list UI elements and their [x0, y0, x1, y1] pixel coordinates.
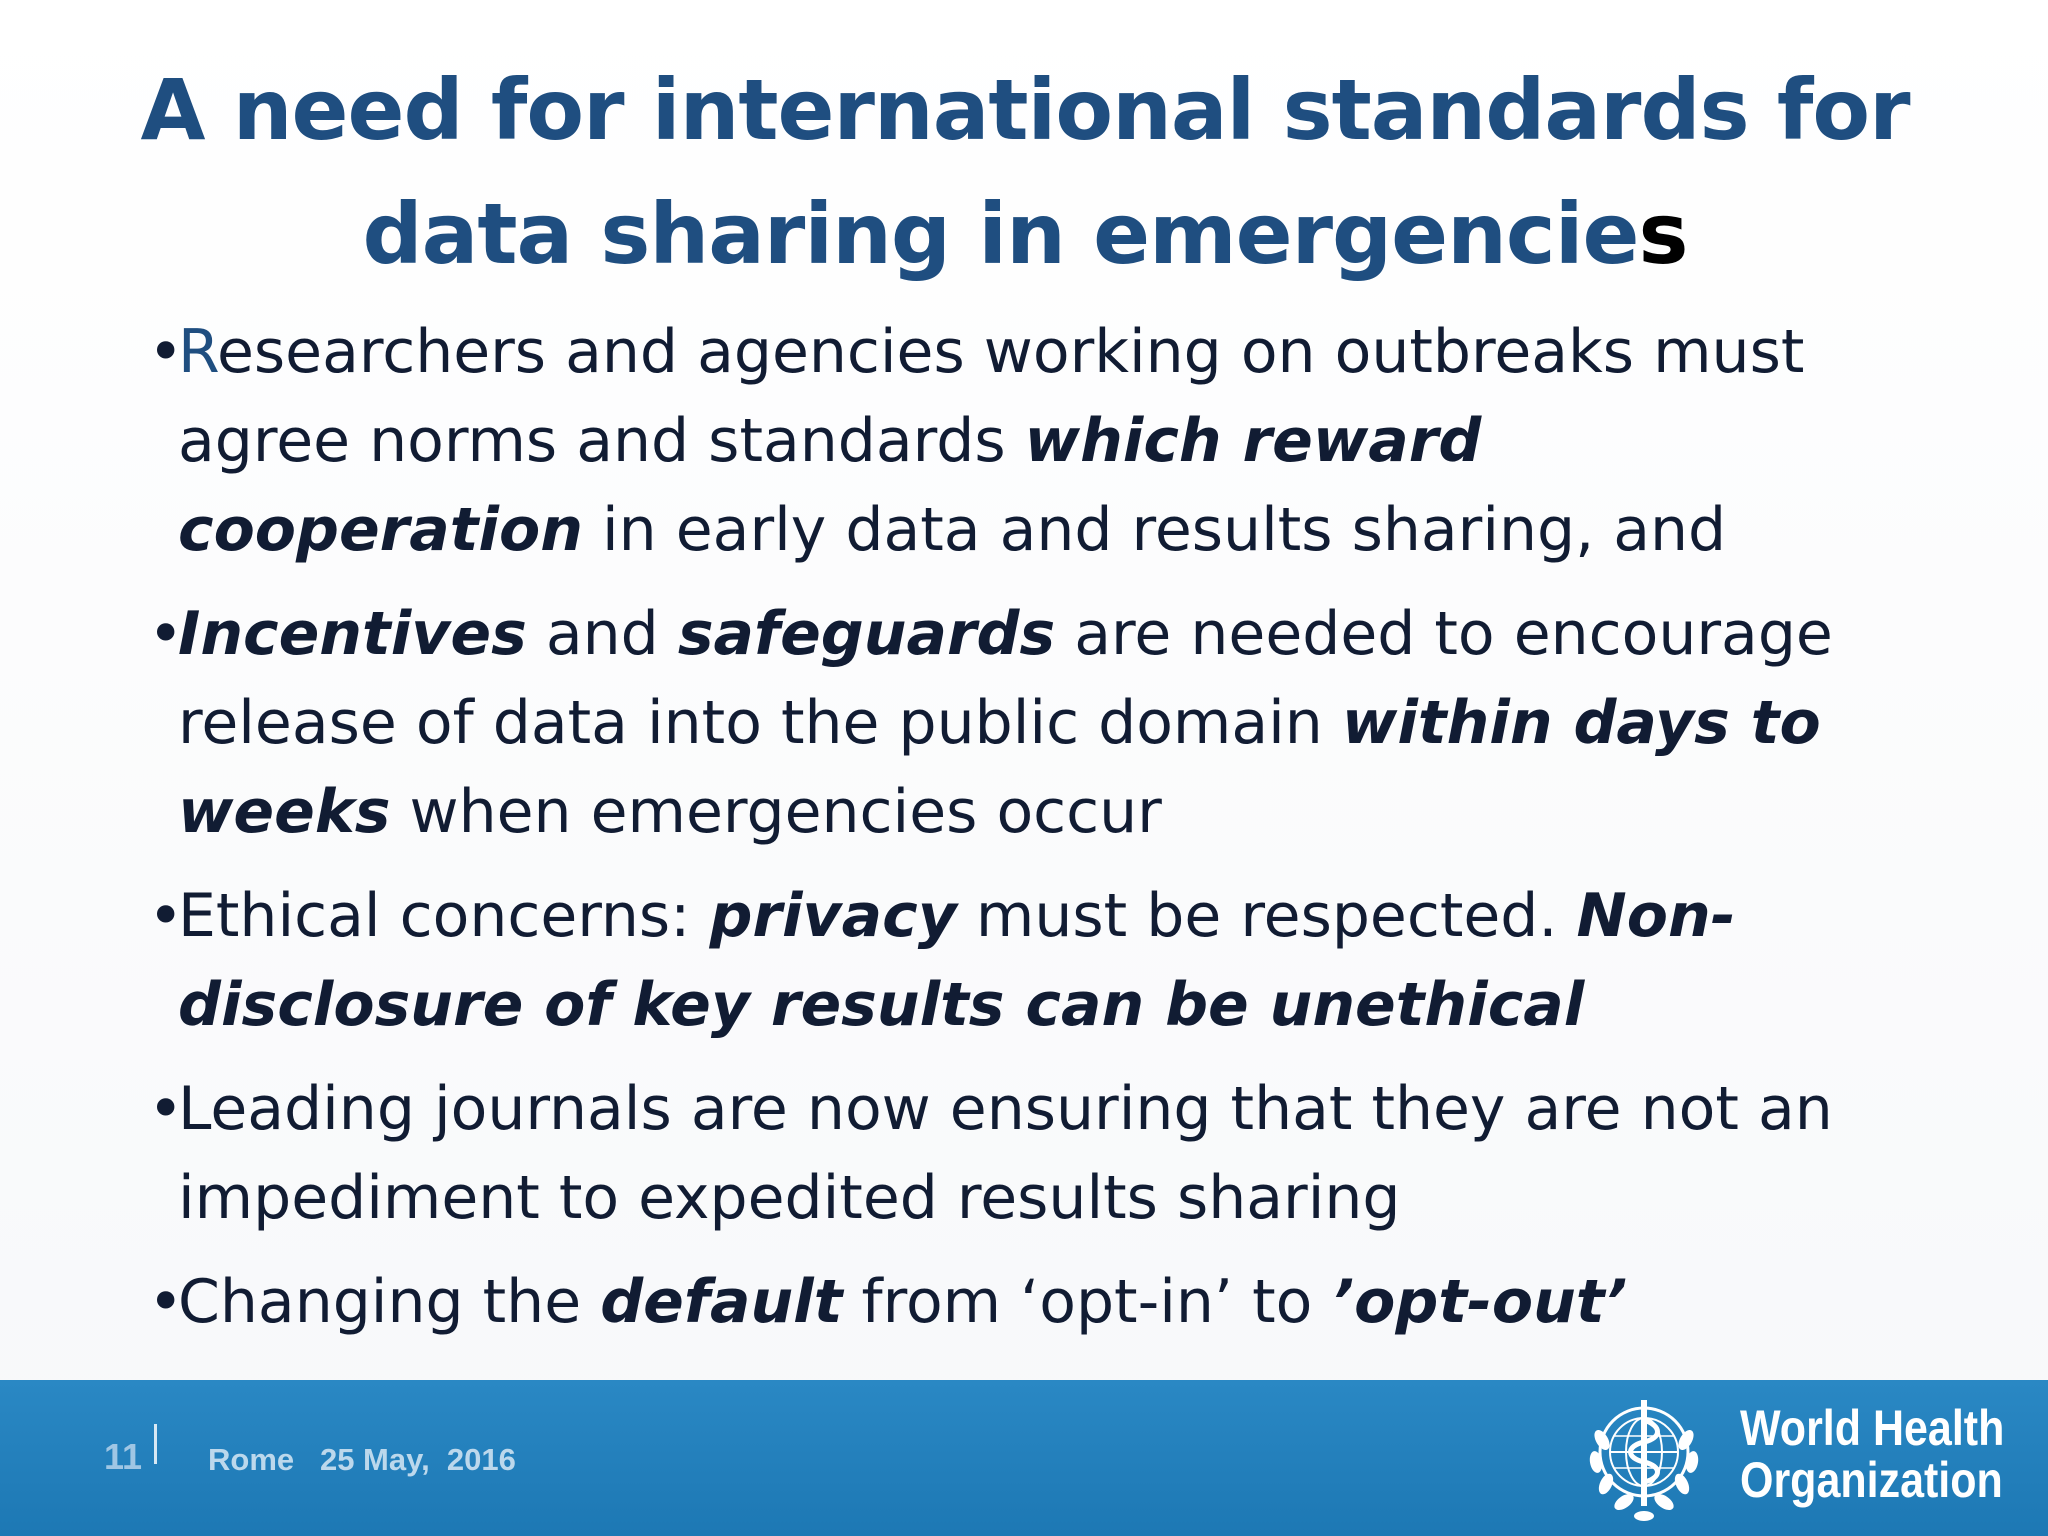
- page-number-divider: [154, 1424, 157, 1464]
- bullet-text: Ethical concerns:: [178, 881, 710, 951]
- bullet-emphasis: default: [600, 1267, 843, 1337]
- bullet-emphasis: which reward cooperation: [178, 406, 1482, 565]
- bullet-text: esearchers and agencies working on outbreaks must agree norms and standards: [178, 317, 1805, 476]
- footer-band: [0, 1380, 2048, 1536]
- slide-title: [60, 48, 1990, 296]
- bullet-text: are needed to encourage release of data into the public domain: [178, 599, 1833, 758]
- bullet-emphasis: Incentives: [178, 599, 527, 669]
- bullet-emphasis: ’opt-out’: [1331, 1267, 1628, 1337]
- bullet-item-default: [148, 1258, 1868, 1347]
- bullet-text: must be respected.: [956, 881, 1577, 951]
- bullet-text: and: [526, 599, 678, 669]
- bullet-list: [148, 308, 1868, 1362]
- who-emblem-icon: [1580, 1390, 1708, 1528]
- who-name-line-2: Organization: [1740, 1452, 2003, 1508]
- bullet-text: from ‘opt-in’ to: [842, 1267, 1332, 1337]
- bullet-item-incentives: [148, 590, 1868, 857]
- bullet-item-ethical: [148, 872, 1868, 1050]
- who-name-line-1: World Health: [1740, 1400, 2005, 1456]
- bullet-item-researchers: [148, 308, 1868, 575]
- bullet-emphasis: within days to weeks: [178, 688, 1821, 847]
- bullet-text: when emergencies occur: [390, 777, 1162, 847]
- title-text: A need for international standards for data sharing in emergencie: [140, 61, 1910, 283]
- page-number: 11: [104, 1436, 143, 1477]
- title-last-letter: s: [1638, 185, 1688, 283]
- bullet-text: in early data and results sharing, and: [582, 495, 1727, 565]
- bullet-emphasis: privacy: [709, 881, 957, 951]
- who-wordmark: [1740, 1402, 2004, 1506]
- footer-place-date: Rome 25 May, 2016: [208, 1442, 516, 1477]
- bullet-text: Changing the: [178, 1267, 601, 1337]
- bullet-item-journals: [148, 1065, 1868, 1243]
- bullet-emphasis: safeguards: [677, 599, 1056, 669]
- bullet-first-letter: R: [178, 317, 217, 387]
- bullet-emphasis: Non-disclosure of key results can be unethical: [178, 881, 1736, 1040]
- bullet-text: Leading journals are now ensuring that they are not an impediment to expedited results sharing: [178, 1074, 1833, 1233]
